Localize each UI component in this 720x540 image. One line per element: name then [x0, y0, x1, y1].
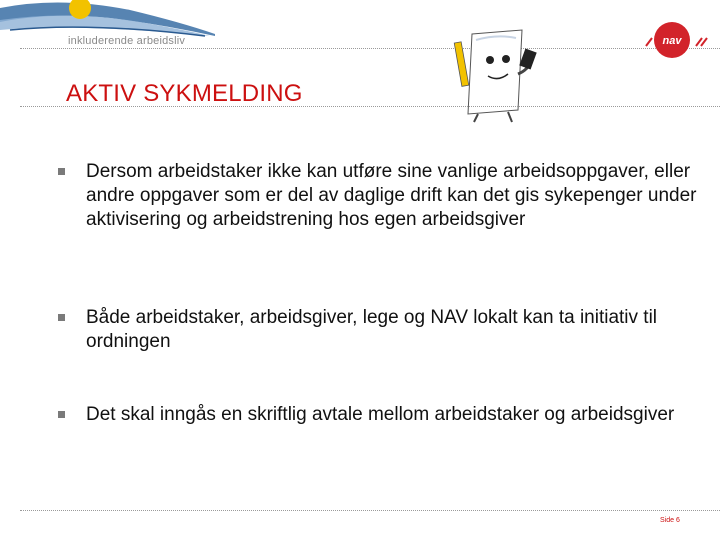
bullet-marker-icon — [58, 411, 65, 418]
bullet-marker-icon — [58, 168, 65, 175]
page-number: Side 6 — [660, 517, 680, 524]
bullet-text: Det skal inngås en skriftlig avtale mellom arbeidstaker og arbeidsgiver — [86, 404, 675, 425]
paper-mascot-illustration — [452, 24, 542, 124]
footer-rule — [20, 510, 720, 511]
title-rule — [20, 106, 720, 107]
svg-text:nav: nav — [662, 35, 682, 47]
bullet-text: Dersom arbeidstaker ikke kan utføre sine vanlige arbeidsoppgaver, eller andre oppgaver som er del av daglige drift kan det gis sykepenger under aktivisering og arbeidstrening hos egen arbeidsgiver — [86, 161, 697, 230]
header-rule — [20, 48, 720, 49]
bullet-marker-icon — [58, 314, 65, 321]
slide-title: AKTIV SYKMELDING — [66, 80, 303, 107]
ia-logo-text: inkluderende arbeidsliv — [68, 35, 186, 47]
bullet-text: Både arbeidstaker, arbeidsgiver, lege og NAV lokalt kan ta initiativ til ordningen — [86, 307, 658, 352]
nav-logo — [640, 16, 710, 66]
